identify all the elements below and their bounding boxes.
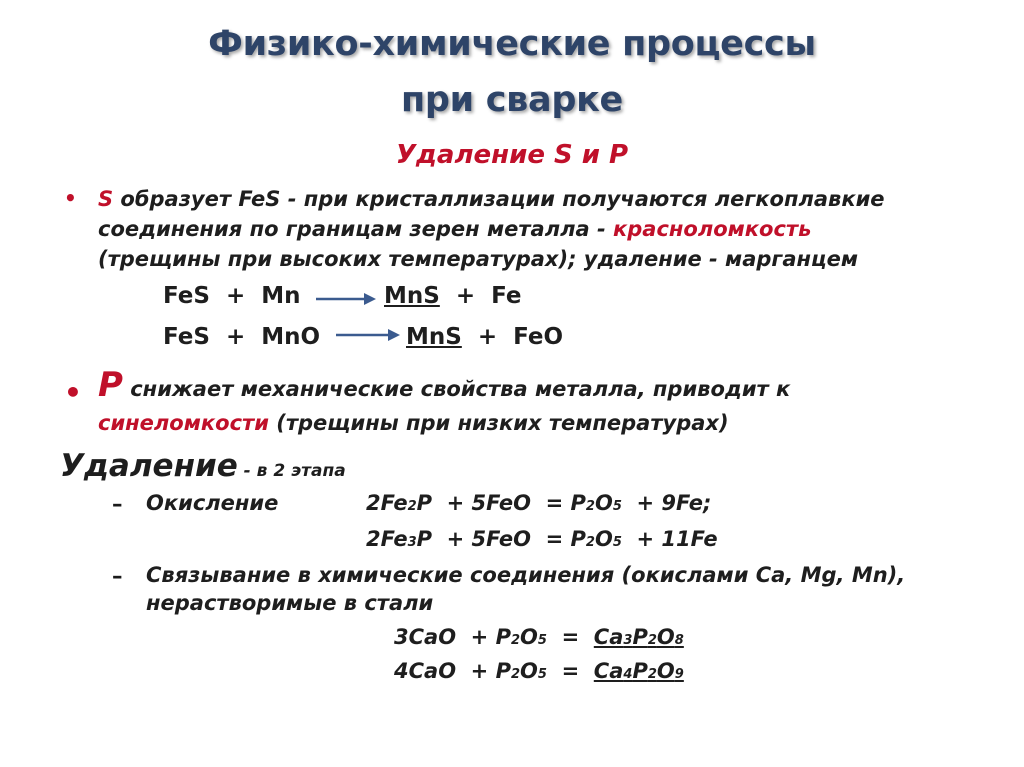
eq-subscript: 3 [407, 535, 417, 550]
phosphorus-line2-text: (трещины при низких температурах) [268, 411, 729, 435]
eq-subscript: 2 [407, 499, 417, 514]
right-arrow-icon [316, 292, 376, 306]
removal-heading-text: Удаление [60, 448, 238, 484]
sulfur-eq1-right [384, 283, 522, 309]
eq-subscript: 2 [647, 667, 657, 682]
eq-subscript: 5 [612, 499, 622, 514]
eq-subscript: 5 [537, 633, 547, 648]
step1-label: Окисление [146, 491, 279, 515]
eq-part: O [520, 659, 538, 683]
phosphorus-red-shortness: синеломкости [98, 411, 269, 435]
step2-line1: Связывание в химические соединения (окислами Ca, Mg, Mn), [146, 563, 906, 587]
eq-part: = [546, 659, 594, 683]
step2-dash: – [112, 564, 123, 588]
eq-subscript: 4 [623, 667, 633, 682]
eq-part: 2Fe [366, 527, 408, 551]
removal-heading-note: - в 2 этапа [237, 461, 346, 481]
eq-part: O [520, 625, 538, 649]
eq-part: + 11Fe [621, 527, 718, 551]
right-arrow-icon [336, 328, 400, 342]
step2-eq1 [394, 625, 684, 649]
sulfur-eq2-left: FeS + MnO [163, 324, 321, 350]
eq-part: P + 5FeO = P [416, 527, 586, 551]
slide-subtitle: Удаление S и P [395, 140, 629, 170]
step2-eq2-product [594, 659, 684, 683]
phosphorus-line1-text: снижает механические свойства металла, приводит к [122, 377, 791, 401]
eq-part: P [632, 659, 648, 683]
phosphorus-line1 [98, 365, 791, 405]
eq-subscript: 2 [510, 667, 521, 682]
sulfur-line3: (трещины при высоких температурах); удаление - марганцем [98, 247, 859, 271]
step2-eq2 [394, 659, 684, 683]
eq-subscript: 3 [623, 633, 633, 648]
sulfur-line1 [98, 184, 885, 214]
step1-dash: – [112, 492, 123, 516]
sulfur-line2 [98, 214, 811, 244]
step1-eq2 [366, 527, 718, 551]
phosphorus-line2 [98, 408, 729, 438]
sulfur-eq2-right [406, 324, 563, 350]
sulfur-eq1-left: FeS + Mn [163, 283, 301, 309]
eq-subscript: 2 [585, 499, 595, 514]
sulfur-eq1-rest: + Fe [439, 283, 522, 309]
phosphorus-element: P [98, 365, 123, 405]
eq-part: O [656, 625, 675, 649]
step2-eq1-product [594, 625, 684, 649]
slide-title-line1: Физико-химические процессы [208, 24, 816, 64]
eq-part: O [594, 527, 613, 551]
eq-part: Ca [593, 625, 624, 649]
eq-part: = [546, 625, 594, 649]
step2-line2: нерастворимые в стали [146, 591, 434, 615]
eq-part: P [632, 625, 648, 649]
sulfur-line1-text: образует FeS - при кристаллизации получаются легкоплавкие [113, 187, 885, 211]
eq-subscript: 2 [647, 633, 657, 648]
sulfur-eq2-product: MnS [406, 324, 462, 350]
eq-subscript: 9 [674, 667, 684, 682]
sulfur-element: S [98, 187, 114, 211]
eq-part: O [594, 491, 613, 515]
eq-part: 3CaO + P [394, 625, 511, 649]
eq-subscript: 8 [674, 633, 684, 648]
eq-part: 4CaO + P [394, 659, 511, 683]
eq-part: Ca [593, 659, 624, 683]
eq-subscript: 2 [510, 633, 521, 648]
sulfur-line2-text: соединения по границам зерен металла - [98, 217, 613, 241]
step1-eq1 [366, 491, 711, 515]
eq-subscript: 5 [537, 667, 547, 682]
slide-title-line2: при сварке [400, 80, 623, 120]
eq-subscript: 2 [585, 535, 595, 550]
eq-subscript: 5 [612, 535, 622, 550]
eq-part: 2Fe [366, 491, 408, 515]
bullet-dot-icon: • [64, 376, 82, 409]
eq-part: + 9Fe; [621, 491, 712, 515]
sulfur-red-shortness: красноломкость [612, 217, 812, 241]
bullet-dot-icon: • [64, 186, 77, 210]
sulfur-eq1-product: MnS [384, 283, 440, 309]
sulfur-eq2-rest: + FeO [461, 324, 564, 350]
eq-part: O [656, 659, 675, 683]
removal-heading [60, 448, 346, 489]
eq-part: P + 5FeO = P [416, 491, 586, 515]
